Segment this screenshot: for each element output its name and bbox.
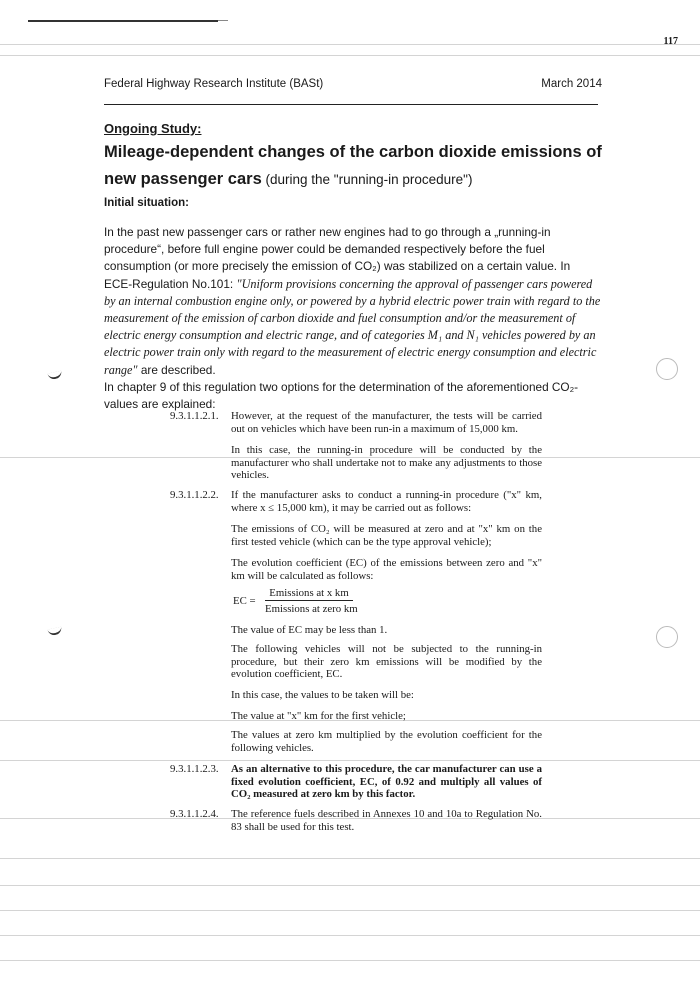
margin-mark — [47, 627, 62, 637]
clause-number: 9.3.1.1.2.4. — [170, 808, 219, 820]
margin-mark — [47, 371, 62, 381]
scan-line — [0, 960, 700, 961]
paragraph-2: In chapter 9 of this regulation two options for the determination of the aforementioned CO₂-values are explained: — [104, 379, 579, 412]
body-text — [104, 224, 601, 413]
scan-line — [0, 55, 700, 56]
clause-text: The values at zero km multiplied by the evolution coefficient for the following vehicles. — [231, 729, 542, 754]
scan-line — [0, 935, 700, 936]
clause-text: The reference fuels described in Annexes 10 and 10a to Regulation No. 83 shall be used for this test. — [231, 808, 542, 833]
clause-text: In this case, the values to be taken will be: — [231, 689, 414, 701]
scan-line — [0, 760, 700, 761]
header-institute: Federal Highway Research Institute (BASt) — [104, 78, 324, 90]
clause-text: The emissions of CO₂ will be measured at zero and at "x" km on the first tested vehicle (which can be the type approval vehicle); — [231, 523, 542, 548]
document-title: Mileage-dependent changes of the carbon dioxide emissions of — [104, 143, 602, 161]
document-title-line2 — [104, 170, 472, 189]
clause-text: If the manufacturer asks to conduct a running-in procedure ("x" km, where x ≤ 15,000 km), it may be carried out as follows: — [231, 489, 542, 514]
study-label: Ongoing Study: — [104, 121, 202, 136]
punch-hole — [656, 626, 678, 648]
page-number: 117 — [663, 36, 678, 47]
paragraph-1-end: are described. — [137, 362, 216, 377]
header-date: March 2014 — [541, 78, 602, 90]
regulation-title-quote: "Uniform provisions concerning the approval of passenger cars powered by an internal combustion engine only, or powered by a hybrid electric power train with regard to the measurement of the emission of carbon dioxide and fuel consumption and/or the measurement of electric energy consumption and electric range, and of categories M₁ and N₁ vehicles powered by an electric power train only with regard to the measurement of electric energy consumption and electric range" — [104, 276, 601, 377]
paragraph-1 — [104, 224, 601, 379]
clause-number: 9.3.1.1.2.2. — [170, 489, 219, 501]
clause-number: 9.3.1.1.2.1. — [170, 410, 219, 422]
clause-text: The value of EC may be less than 1. — [231, 624, 388, 636]
clause-text: However, at the request of the manufacturer, the tests will be carried out on vehicles which have been run-in a maximum of 15,000 km. — [231, 410, 542, 435]
clause-text: The value at "x" km for the first vehicle; — [231, 710, 406, 722]
scan-mark-top-tail — [218, 20, 228, 21]
scan-mark-top — [28, 20, 218, 22]
scan-line — [0, 910, 700, 911]
formula-denominator: Emissions at zero km — [265, 603, 358, 615]
clause-text-bold: As an alternative to this procedure, the car manufacturer can use a fixed evolution coefficient, EC, of 0.92 and multiply all values of CO₂ measured at zero km by this factor. — [231, 763, 542, 800]
clause-text: The following vehicles will not be subjected to the running-in procedure, but their zero km emissions will be modified by the evolution coefficient, EC. — [231, 643, 542, 680]
clause-number: 9.3.1.1.2.3. — [170, 763, 219, 775]
clause-text: In this case, the running-in procedure will be conducted by the manufacturer who shall undertake not to make any adjustments to those vehicles. — [231, 444, 542, 481]
formula-numerator: Emissions at x km — [265, 587, 353, 601]
scan-line — [0, 858, 700, 859]
section-heading: Initial situation: — [104, 197, 189, 209]
scan-line — [0, 44, 700, 45]
header-rule — [104, 104, 598, 105]
scan-line — [0, 885, 700, 886]
title-suffix: (during the "running-in procedure") — [261, 172, 473, 187]
title-line2-main: new passenger cars — [104, 170, 262, 188]
paragraph-1-intro: In the past new passenger cars or rather new engines had to go through a „running-in procedure“, before full engine power could be demanded respectively before the fuel consumption (or more precisely the emission of CO₂) was stabilized on a certain value. In ECE-Regulation No.101: — [104, 225, 571, 291]
formula-lhs: EC = — [233, 595, 256, 607]
clause-text: The evolution coefficient (EC) of the emissions between zero and "x" km will be calculated as follows: — [231, 557, 542, 582]
punch-hole — [656, 358, 678, 380]
